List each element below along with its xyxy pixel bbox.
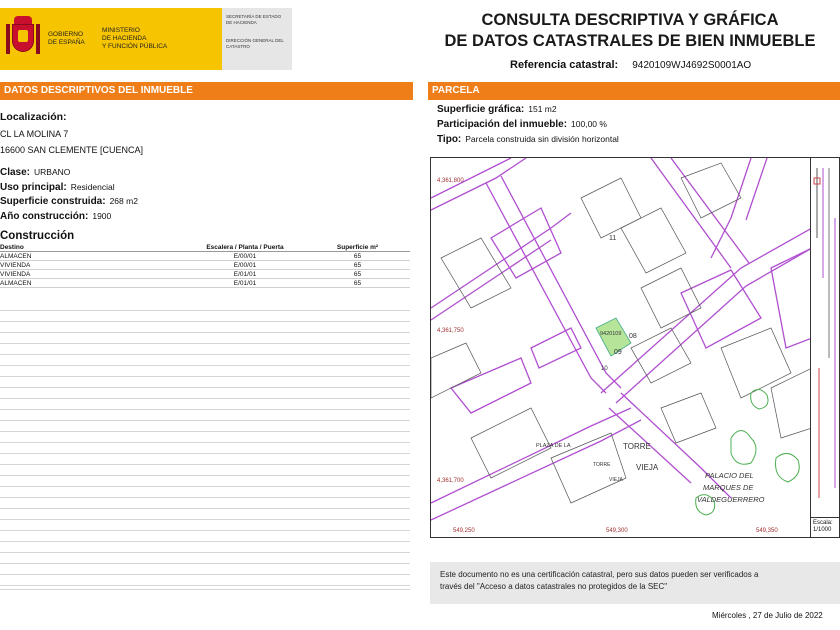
superficie-value: 268 m2 <box>109 196 138 206</box>
coord-label: 549,300 <box>606 528 628 534</box>
tipo-value: Parcela construida sin división horizontal <box>465 134 619 144</box>
coord-label: 4,361,700 <box>437 478 464 484</box>
map-label-plaza: PLAZA DE LA <box>536 443 571 449</box>
anio-row: Año construcción: 1900 <box>0 211 112 222</box>
map-label-marques: MARQUES DE <box>703 483 754 492</box>
legend-svg <box>811 158 840 518</box>
location-label: Localización: <box>0 111 67 123</box>
ministry-text: MINISTERIO DE HACIENDA Y FUNCIÓN PÚBLICA <box>102 27 168 50</box>
page-title: CONSULTA DESCRIPTIVA Y GRÁFICA DE DATOS CATASTRALES DE BIEN INMUEBLE <box>444 11 816 50</box>
table-row: ALMACEN E/01/01 65 <box>0 279 410 288</box>
coord-label: 549,250 <box>453 528 475 534</box>
uso-row: Uso principal: Residencial <box>0 182 115 193</box>
uso-value: Residencial <box>70 182 115 192</box>
map-parcel-10: 10 <box>601 366 608 372</box>
coord-label: 4,361,800 <box>437 178 464 184</box>
map-parcel-09: 09 <box>614 349 622 356</box>
cadastral-reference <box>510 59 751 71</box>
table-row: VIVIENDA E/00/01 65 <box>0 261 410 270</box>
map-parcel-label: 9420109 <box>600 331 622 337</box>
cadastral-map[interactable] <box>430 157 811 538</box>
ref-label: Referencia catastral: <box>510 59 619 71</box>
location-line1: CL LA MOLINA 7 <box>0 129 69 139</box>
participacion-value: 100,00 % <box>571 119 607 129</box>
anio-value: 1900 <box>92 211 112 221</box>
government-logo <box>0 8 292 70</box>
logo-gray-panel <box>222 8 292 70</box>
disclaimer-notice: Este documento no es una certificación catastral, pero sus datos pueden ser verificados a través del "Acceso a datos catastrales no protegidos de la SEC" <box>430 562 840 604</box>
map-label-vieja: VIEJA <box>636 463 659 472</box>
coord-label: 549,350 <box>756 528 778 534</box>
participacion-row: Participación del inmueble: 100,00 % <box>437 119 607 130</box>
sup-grafica-value: 151 m2 <box>528 104 557 114</box>
map-label-torre-small: TORRE <box>593 462 611 468</box>
secretaria-text: SECRETARÍA DE ESTADO DE HACIENDA <box>226 14 282 25</box>
table-row: ALMACEN E/00/01 65 <box>0 252 410 261</box>
section-band-parcel: PARCELA <box>428 82 840 100</box>
map-label-vieja-small: VIEJA <box>609 477 623 483</box>
superficie-row: Superficie construida: 268 m2 <box>0 196 138 207</box>
scale-label: Escala: <box>813 520 833 526</box>
ref-value: 9420109WJ4692S0001AO <box>632 60 752 71</box>
map-legend <box>811 157 840 517</box>
map-parcel-11: 11 <box>609 235 617 242</box>
map-label-torre: TORRE <box>623 442 651 451</box>
empty-table-lines <box>0 300 410 590</box>
table-header: Destino Escalera / Planta / Puerta Superficie m² <box>0 243 410 252</box>
clase-row: Clase: URBANO <box>0 167 71 178</box>
logo-gold-panel <box>0 8 222 70</box>
tipo-row: Tipo: Parcela construida sin división horizontal <box>437 134 619 145</box>
scale-value: 1/1000 <box>813 527 832 533</box>
direccion-text: DIRECCIÓN GENERAL DEL CATASTRO <box>226 38 284 49</box>
construction-table <box>0 243 410 288</box>
clase-value: URBANO <box>34 167 71 177</box>
coat-of-arms-icon <box>4 14 40 64</box>
construccion-title: Construcción <box>0 230 75 242</box>
coord-label: 4,361,750 <box>437 328 464 334</box>
section-band-descriptive: DATOS DESCRIPTIVOS DEL INMUEBLE <box>0 82 413 100</box>
map-scale <box>811 517 840 538</box>
map-parcel-08: 08 <box>629 333 637 340</box>
map-label-valdeguerrero: VALDEGUERRERO <box>697 495 765 504</box>
location-line2: 16600 SAN CLEMENTE [CUENCA] <box>0 145 144 155</box>
map-label-palacio: PALACIO DEL <box>705 471 754 480</box>
map-svg <box>431 158 811 538</box>
table-row: VIVIENDA E/01/01 65 <box>0 270 410 279</box>
gobierno-text: GOBIERNO DE ESPAÑA <box>48 31 85 46</box>
document-date: Miércoles , 27 de Julio de 2022 <box>712 611 823 620</box>
sup-grafica-row: Superficie gráfica: 151 m2 <box>437 104 557 115</box>
